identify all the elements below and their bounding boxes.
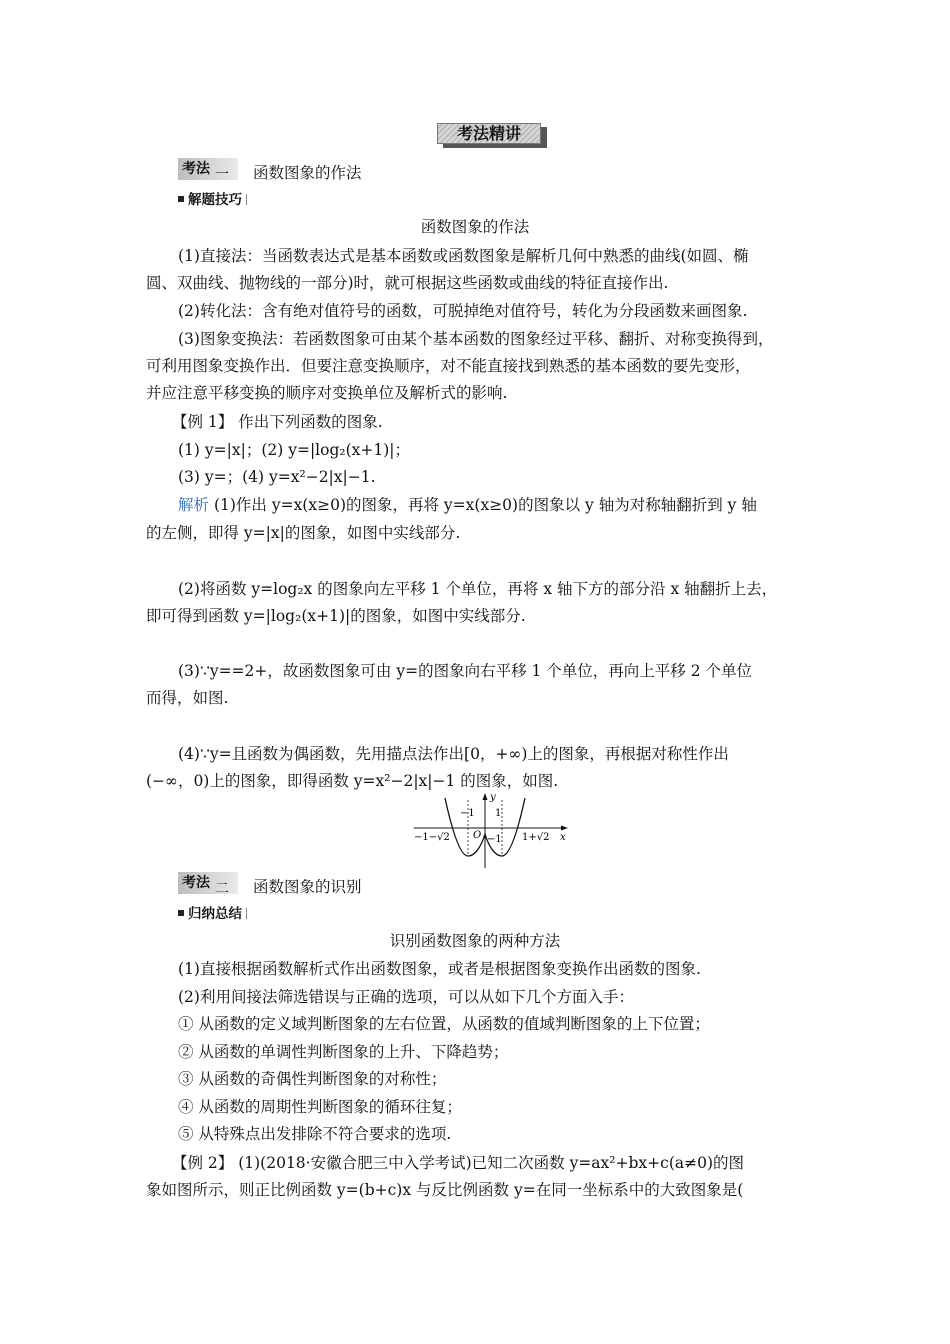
center-title: 识别函数图象的两种方法 (389, 932, 561, 950)
section-tag (178, 872, 238, 894)
list-item: ③ 从函数的奇偶性判断图象的对称性； (178, 1070, 447, 1088)
subsection-label: 归纳总结 (178, 904, 247, 924)
paragraph-line: 可利用图象变换作出．但要注意变换顺序，对不能直接找到熟悉的基本函数的要先变形， (146, 357, 751, 375)
left-root-label: −1−√2 (414, 832, 450, 843)
example-question: (3) y=；(4) y=x²−2|x|−1. (178, 468, 376, 486)
solution-line: 的左侧，即得 y=|x|的图象，如图中实线部分. (146, 524, 461, 542)
right-root-label: 1+√2 (522, 832, 550, 843)
paragraph-line: (1)直接根据函数解析式作出函数图象，或者是根据图象变换作出函数的图象. (178, 960, 701, 978)
tag-number: 二 (215, 881, 229, 897)
solution-line: 而得，如图. (146, 689, 229, 707)
solution-line (178, 494, 757, 516)
solution-label: 解析 (178, 496, 210, 514)
section-title: 函数图象的作法 (253, 164, 362, 182)
y-label: y (490, 792, 496, 803)
example-heading: 【例 1】 作出下列函数的图象. (172, 413, 383, 431)
paragraph-line: (2)转化法：含有绝对值符号的函数，可脱掉绝对值符号，转化为分段函数来画图象. (178, 302, 748, 320)
tag-label: 考法 (182, 161, 210, 177)
paragraph-line: (1)直接法：当函数表达式是基本函数或函数图象是解析几何中熟悉的曲线(如圆、椭 (178, 247, 749, 265)
paragraph-line: (2)利用间接法筛选错误与正确的选项，可以从如下几个方面入手： (178, 988, 634, 1006)
section-title: 函数图象的识别 (253, 878, 362, 896)
section-tag (178, 158, 238, 180)
list-item: ② 从函数的单调性判断图象的上升、下降趋势； (178, 1043, 509, 1061)
center-title: 函数图象的作法 (420, 218, 530, 236)
solution-line: (−∞，0)上的图象，即得函数 y=x²−2|x|−1 的图象，如图. (146, 772, 559, 790)
solution-line: (2)将函数 y=log₂x 的图象向左平移 1 个单位，再将 x 轴下方的部分沿 x 轴翻折上去， (178, 580, 778, 598)
y-axis-arrow (483, 793, 488, 800)
origin-label: O (473, 830, 482, 841)
example-heading: 【例 2】 (1)(2018·安徽合肥三中入学考试)已知二次函数 y=ax²+bx+c(a≠0)的图 (172, 1154, 745, 1172)
neg-one-axis-label: −1 (487, 834, 502, 845)
paragraph-line: 圆、双曲线、抛物线的一部分)时，就可根据这些函数或曲线的特征直接作出. (146, 274, 669, 292)
list-item: ④ 从函数的周期性判断图象的循环往复； (178, 1098, 462, 1116)
example-question: 象如图所示，则正比例函数 y=(b+c)x 与反比例函数 y=在同一坐标系中的大致图象是( (146, 1181, 744, 1199)
list-item: ⑤ 从特殊点出发排除不符合要求的选项. (178, 1125, 452, 1143)
paragraph-line: (3)图象变换法：若函数图象可由某个基本函数的图象经过平移、翻折、对称变换得到， (178, 330, 774, 348)
x-label: x (560, 832, 566, 843)
solution-line: 即可得到函数 y=|log₂(x+1)|的图象，如图中实线部分. (146, 607, 526, 625)
function-graph (410, 790, 570, 870)
x-axis-arrow (561, 826, 568, 831)
solution-text: (1)作出 y=x(x≥0)的图象，再将 y=x(x≥0)的图象以 y 轴为对称轴翻折到 y 轴 (209, 496, 757, 514)
neg-one-top-label: −1 (460, 808, 475, 819)
subsection-label: 解题技巧 (178, 190, 247, 210)
list-item: ① 从函数的定义域判断图象的左右位置，从函数的值域判断图象的上下位置； (178, 1015, 710, 1033)
solution-line: (4)∵y=且函数为偶函数，先用描点法作出[0，+∞)上的图象，再根据对称性作出 (178, 745, 729, 763)
one-top-label: 1 (495, 808, 502, 819)
banner-title: 考法精讲 (437, 123, 541, 144)
tag-number: 一 (215, 167, 229, 183)
solution-line: (3)∵y==2+，故函数图象可由 y=的图象向右平移 1 个单位，再向上平移 2 个单位 (178, 662, 753, 680)
example-question: (1) y=|x|；(2) y=|log₂(x+1)|； (178, 441, 410, 459)
section-banner (437, 123, 547, 148)
paragraph-line: 并应注意平移变换的顺序对变换单位及解析式的影响. (146, 384, 508, 402)
tag-label: 考法 (182, 875, 210, 891)
